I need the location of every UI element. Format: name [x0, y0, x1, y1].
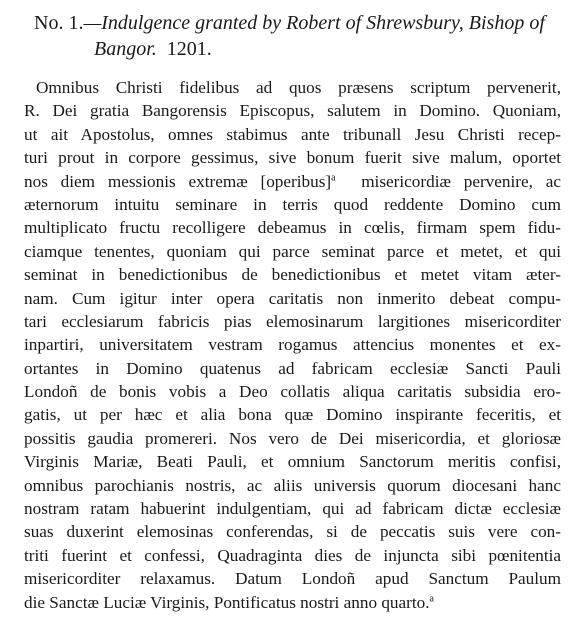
text-line-last [24, 591, 561, 614]
text-line: ciamque tenentes, quoniam qui parce seminat parce et metet, et qui [24, 241, 561, 261]
text-line: nam. Cum igitur inter opera caritatis non inmerito debeat compu- [24, 288, 561, 308]
text-line: seminat in benedictionibus de benedictionibus et metet vitam æter- [24, 265, 561, 285]
text-line: ortantes in Domino quatenus ad fabricam ecclesiæ Sancti Pauli [24, 358, 561, 378]
text-line: misericorditer relaxamus. Datum Londoñ apud Sanctum Paulum [24, 569, 561, 589]
latin-text-body [24, 76, 561, 614]
text-line: nostram ratam habuerint indulgentiam, qui ad fabricam dictæ ecclesiæ [24, 499, 561, 519]
text-line: ut ait Apostolus, omnes stabimus ante tribunall Jesu Christi recep- [24, 124, 561, 144]
document-heading-line2 [24, 36, 561, 62]
text-segment: nos diem messionis extremæ [operibus] [24, 171, 332, 191]
text-line-with-footnote [24, 170, 561, 193]
text-line: R. Dei gratia Bangorensis Episcopus, salutem in Domino. Quoniam, [24, 101, 561, 121]
text-line: inpartiri, universitatem vestram rogamus attencius monentes et ex- [24, 335, 561, 355]
text-line: omnibus parochianis nostris, ac aliis universis quorum diocesani hanc [24, 475, 561, 495]
text-line: possitis gaudia promereri. Nos vero de Dei misericordia, et gloriosæ [24, 428, 561, 448]
text-line: gatis, ut per hæc et alia bona quæ Domino inspirante feceritis, et [24, 405, 561, 425]
text-line: tari ecclesiarum fabricis pias elemosinarum largitiones misericorditer [24, 311, 561, 331]
document-number: No. 1. [34, 12, 84, 34]
text-line: æternorum intuitu seminare in terris quod reddente Domino cum [24, 194, 561, 214]
document-title-line1: —Indulgence granted by Robert of Shrewsbury, Bishop of [83, 12, 545, 34]
text-segment: die Sanctæ Luciæ Virginis, Pontificatus nostri anno quarto. [24, 592, 430, 612]
text-line: Omnibus Christi fidelibus ad quos præsens scriptum pervenerit, [36, 78, 561, 97]
document-title-line2: Bangor. [94, 38, 157, 60]
text-line: triti fuerint et confessi, Quadraginta dies de injuncta sibi pœnitentia [24, 545, 561, 565]
footnote-marker: a [331, 171, 336, 183]
text-line: multiplicato fructu recolligere debeamus in cœlis, firmam spem fidu- [24, 218, 561, 238]
document-heading [24, 10, 561, 36]
document-year: 1201. [166, 38, 212, 60]
text-line: turi prout in corpore gessimus, sive bonum fuerit sive malum, oportet [24, 148, 561, 168]
text-segment: misericordiæ pervenire, ac [361, 171, 561, 191]
text-line: Virginis Mariæ, Beati Pauli, et omnium Sanctorum meritis confisi, [24, 452, 561, 472]
text-line: Londoñ de bonis vobis a Deo collatis aliqua caritatis subsidia ero- [24, 382, 561, 402]
footnote-marker: a [429, 592, 434, 604]
text-line: suas duxerint elemosinas conferendas, si de peccatis suis vere con- [24, 522, 561, 542]
